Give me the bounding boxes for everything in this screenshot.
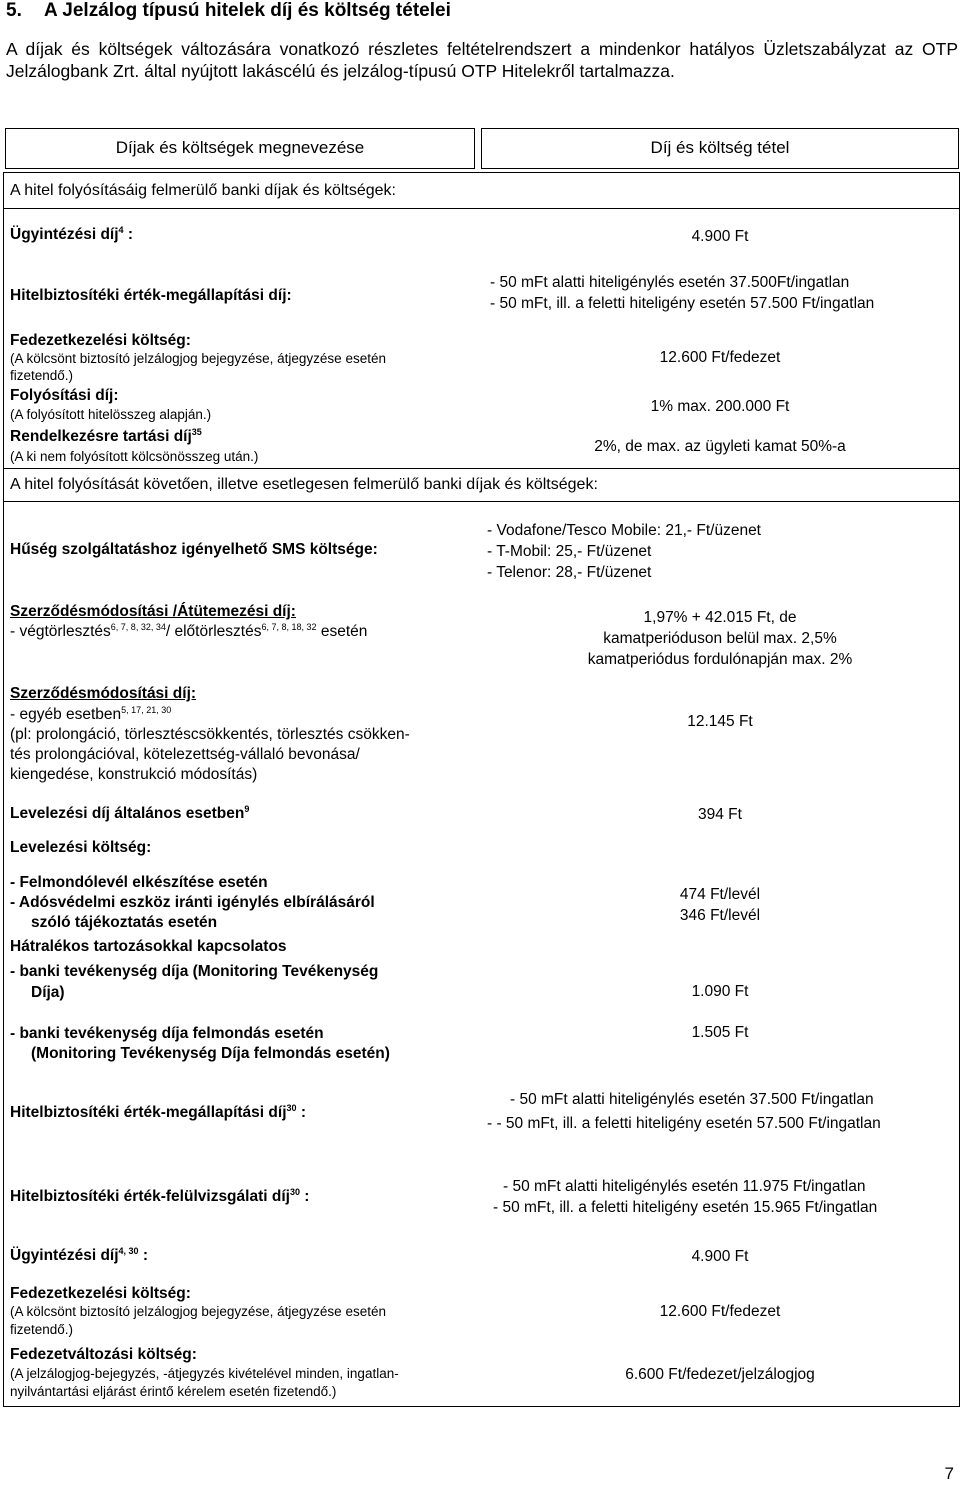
- row-divider: [3, 208, 960, 209]
- levelezesi-value-1: 474 Ft/levél: [679, 886, 761, 903]
- folyositasi-label: Folyósítási díj:: [10, 387, 119, 404]
- szerz2-note-2: tés prolongációval, kötelezettség-vállaló bevonása/: [10, 746, 360, 763]
- section-number: 5.: [6, 0, 22, 21]
- hatralekos-value-2: 1.505 Ft: [691, 1024, 749, 1041]
- fedezetvaltozasi-note-2: nyilvántartási eljárást érintő kérelem esetén fizetendő.): [10, 1384, 337, 1399]
- hatralekos-item-1a: - banki tevékenység díja (Monitoring Tevékenység: [10, 963, 379, 980]
- fedezetkezelesi1-value: 12.600 Ft/fedezet: [659, 349, 781, 366]
- szerz1-line: - végtörlesztés$^{6, 7, 8, 32, 34}$/ előtörlesztés$^{6, 7, 8, 18, 32}$ esetén: [10, 621, 368, 640]
- section2-title: A hitel folyósítását követően, illetve esetlegesen felmerülő banki díjak és költségek:: [10, 476, 598, 493]
- hitelbizt3-label: Hitelbiztosítéki érték-felülvizsgálati díj$^{30}$ :: [10, 1186, 310, 1205]
- fedezetkezelesi1-note-1: (A kölcsönt biztosító jelzálogjog bejegyzése, átjegyzése esetén: [10, 351, 386, 366]
- hatralekos-label: Hátralékos tartozásokkal kapcsolatos: [10, 938, 287, 955]
- hitelbizt2-label: Hitelbiztosítéki érték-megállapítási díj$^{30}$ :: [10, 1102, 306, 1121]
- huseg-value-2: - T-Mobil: 25,- Ft/üzenet: [487, 543, 652, 560]
- huseg-value-1: - Vodafone/Tesco Mobile: 21,- Ft/üzenet: [487, 522, 761, 539]
- levelezesi-item-2a: - Adósvédelmi eszköz iránti igénylés elbírálásáról: [10, 894, 375, 911]
- levelezesi-dij-value: 394 Ft: [698, 806, 742, 823]
- folyositasi-note: (A folyósított hitelösszeg alapján.): [10, 407, 212, 422]
- hitelbizt2-value-2: - - 50 mFt, ill. a feletti hiteligény esetén 57.500 Ft/ingatlan: [487, 1115, 881, 1132]
- rendelkezesre-value: 2%, de max. az ügyleti kamat 50%-a: [594, 438, 846, 455]
- hatralekos-value-1: 1.090 Ft: [691, 983, 749, 1000]
- ugyintezesi-label: Ügyintézési díj$^4$ :: [10, 224, 134, 243]
- levelezesi-item-1: - Felmondólevél elkészítése esetén: [10, 874, 268, 891]
- fedezetkezelesi1-label: Fedezetkezelési költség:: [10, 332, 191, 349]
- huseg-value-3: - Telenor: 28,- Ft/üzenet: [487, 564, 652, 581]
- szerz2-line: - egyéb esetben$^{5, 17, 21, 30}$: [10, 704, 172, 723]
- fedezetkezelesi2-label: Fedezetkezelési költség:: [10, 1285, 191, 1302]
- header-right-label: Díj és költség tétel: [650, 138, 790, 157]
- section-heading: [6, 0, 451, 22]
- folyositasi-value: 1% max. 200.000 Ft: [650, 398, 790, 415]
- ugyintezesi-value: 4.900 Ft: [691, 228, 749, 245]
- szerz2-value: 12.145 Ft: [687, 713, 753, 730]
- fedezetkezelesi2-note-2: fizetendő.): [10, 1322, 74, 1337]
- fedezetvaltozasi-label: Fedezetváltozási költség:: [10, 1346, 197, 1363]
- hatralekos-item-2b: (Monitoring Tevékenység Díja felmondás esetén): [31, 1045, 390, 1062]
- row-divider: [3, 501, 960, 502]
- szerz2-note-1: (pl: prolongáció, törlesztéscsökkentés, törlesztés csökken-: [10, 726, 410, 743]
- szerz1-label: Szerződésmódosítási /Átütemezési díj:: [10, 603, 296, 620]
- hitelbizt1-value-2: - 50 mFt, ill. a feletti hiteligény esetén 57.500 Ft/ingatlan: [490, 295, 875, 312]
- header-left-label: Díjak és költségek megnevezése: [115, 138, 365, 157]
- fedezetkezelesi2-value: 12.600 Ft/fedezet: [659, 1303, 781, 1320]
- levelezesi-dij-label: Levelezési díj általános esetben$^9$: [10, 803, 250, 822]
- levelezesi-koltseg-label: Levelezési költség:: [10, 839, 152, 856]
- fedezetkezelesi1-note-2: fizetendő.): [10, 368, 74, 383]
- szerz2-note-3: kiengedése, konstrukció módosítás): [10, 766, 258, 783]
- levelezesi-value-2: 346 Ft/levél: [679, 907, 761, 924]
- hatralekos-item-2a: - banki tevékenység díja felmondás esetén: [10, 1025, 324, 1042]
- szerz2-label: Szerződésmódosítási díj:: [10, 685, 197, 702]
- hitelbizt1-value-1: - 50 mFt alatti hiteligénylés esetén 37.500Ft/ingatlan: [490, 274, 850, 291]
- huseg-label: Hűség szolgáltatáshoz igényelhető SMS költsége:: [10, 541, 378, 558]
- levelezesi-item-2b: szóló tájékoztatás esetén: [31, 914, 218, 931]
- szerz1-value-3: kamatperiódus fordulónapján max. 2%: [587, 651, 853, 668]
- page-number: 7: [944, 1464, 954, 1483]
- ugyintezesi2-value: 4.900 Ft: [691, 1248, 749, 1265]
- szerz1-value-1: 1,97% + 42.015 Ft, de: [643, 609, 797, 626]
- section1-title: A hitel folyósításáig felmerülő banki díjak és költségek:: [10, 182, 396, 199]
- hitelbizt2-value-1: - 50 mFt alatti hiteligénylés esetén 37.500 Ft/ingatlan: [510, 1091, 874, 1108]
- hitelbizt1-label: Hitelbiztosítéki érték-megállapítási díj:: [10, 287, 292, 304]
- rendelkezesre-note: (A ki nem folyósított kölcsönösszeg után.): [10, 449, 259, 464]
- hatralekos-item-1b: Díja): [31, 984, 65, 1001]
- intro-paragraph: A díjak és költségek változására vonatkozó részletes feltételrendszert a mindenkor hatályos Üzletszabályzat az OTP Jelzálogbank Zrt. által nyújtott lakáscélú és jelzálog-típusú OTP Hitelekről tartalmazza.: [6, 39, 958, 81]
- hitelbizt3-value-1: - 50 mFt alatti hiteligénylés esetén 11.975 Ft/ingatlan: [503, 1178, 866, 1195]
- rendelkezesre-label: Rendelkezésre tartási díj$^{35}$: [10, 426, 202, 445]
- fedezetkezelesi2-note-1: (A kölcsönt biztosító jelzálogjog bejegyzése, átjegyzése esetén: [10, 1304, 386, 1319]
- fedezetvaltozasi-value: 6.600 Ft/fedezet/jelzálogjog: [625, 1366, 815, 1383]
- fedezetvaltozasi-note-1: (A jelzálogjog-bejegyzés, -átjegyzés kivételével minden, ingatlan-: [10, 1366, 399, 1381]
- row-divider: [3, 468, 960, 469]
- szerz1-value-2: kamatperióduson belül max. 2,5%: [603, 630, 837, 647]
- hitelbizt3-value-2: - 50 mFt, ill. a feletti hiteligény esetén 15.965 Ft/ingatlan: [493, 1199, 878, 1216]
- section-title: A Jelzálog típusú hitelek díj és költség tételei: [44, 0, 451, 21]
- ugyintezesi2-label: Ügyintézési díj$^{4, 30}$ :: [10, 1245, 149, 1264]
